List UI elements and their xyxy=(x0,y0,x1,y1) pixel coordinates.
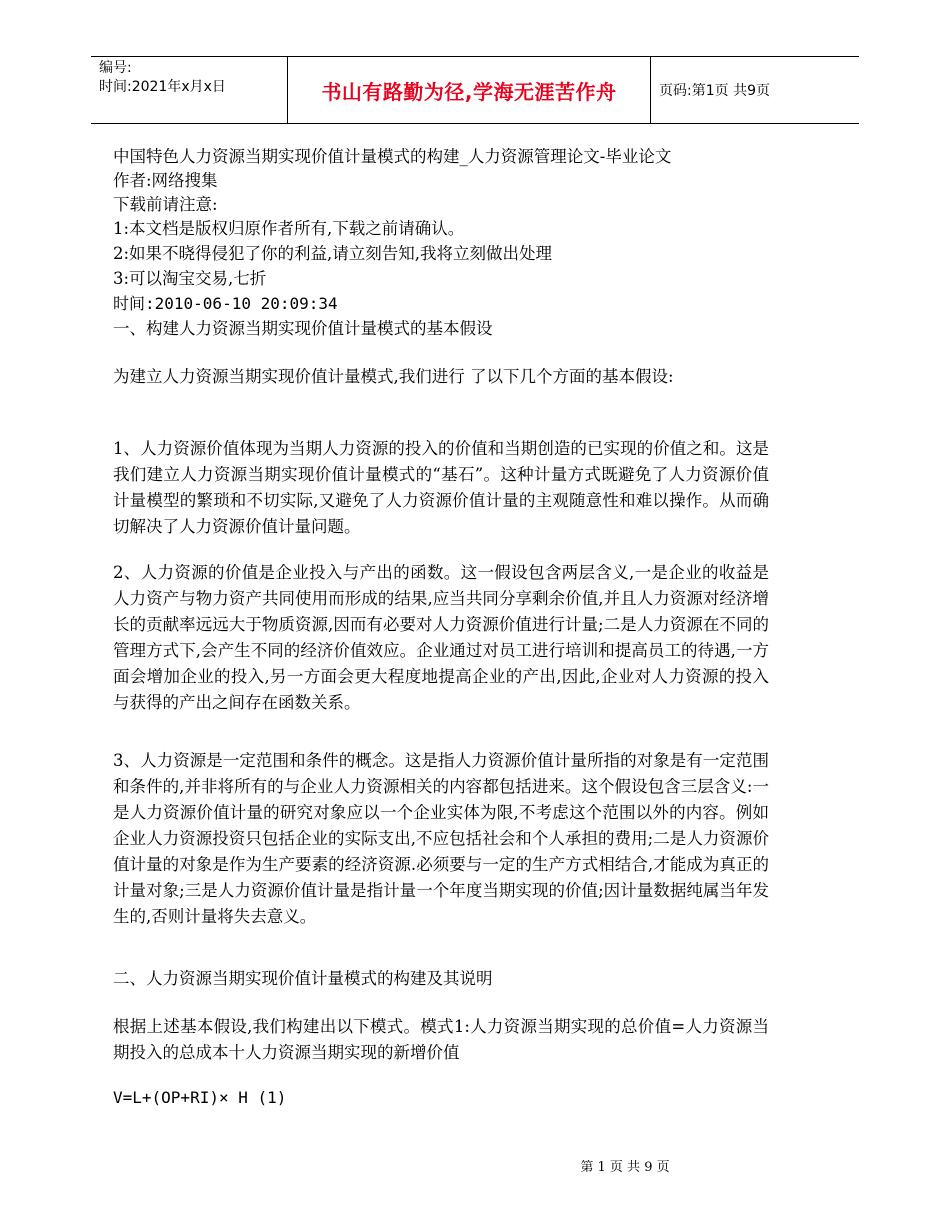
author-line: 作者:网络搜集 xyxy=(113,171,218,190)
paragraph-assumption-3: 3、人力资源是一定范围和条件的概念。这是指人力资源价值计量所指的对象是有一定范围和条件的,并非将所有的与企业人力资源相关的内容都包括进来。这个假设包含三层含义:一是人力资源价值计量的研究对象应以一个企业实体为限,不考虑这个范围以外的内容。例如企业人力资源投资只包括企业的实际支出,不应包括社会和个人承担的费用;二是人力资源价值计量的对象是作为生产要素的经济资源.必须要与一定的生产方式相结合,才能成为真正的计量对象;三是人力资源价值计量是指计量一个年度当期实现的价值;因计量数据纯属当年发生的,否则计量将失去意义。 xyxy=(113,751,769,926)
notice-heading: 下载前请注意: xyxy=(113,195,218,214)
notice-item-2: 2:如果不晓得侵犯了你的利益,请立刻告知,我将立刻做出处理 xyxy=(113,244,553,263)
header-meta xyxy=(91,57,287,123)
publish-time: 时间:2010-06-10 20:09:34 xyxy=(113,294,338,313)
page-footer: 第 1 页 共 9 页 xyxy=(580,1160,670,1175)
header-table xyxy=(91,56,859,124)
document-time-label: 时间:2021年x月x日 xyxy=(99,79,226,95)
document-title: 中国特色人力资源当期实现价值计量模式的构建_人力资源管理论文-毕业论文 xyxy=(113,147,672,166)
header-page-info: 页码:第1页 共9页 xyxy=(659,83,770,99)
paragraph-assumption-1: 1、人力资源价值体现为当期人力资源的投入的价值和当期创造的已实现的价值之和。这是我们建立人力资源当期实现价值计量模式的“基石”。这种计量方式既避免了人力资源价值计量模型的繁琐和不切实际,又避免了人力资源价值计量的主观随意性和难以操作。从而确切解决了人力资源价值计量问题。 xyxy=(113,439,769,536)
paragraph-assumption-2: 2、人力资源的价值是企业投入与产出的函数。这一假设包含两层含义,一是企业的收益是人力资产与物力资产共同使用而形成的结果,应当共同分享剩余价值,并且人力资源对经济增长的贡献率远远大于物质资源,因而有必要对人力资源价值进行计量;二是人力资源在不同的管理方式下,会产生不同的经济价值效应。企业通过对员工进行培训和提高员工的待遇,一方面会增加企业的投入,另一方面会更大程度地提高企业的产出,因此,企业对人力资源的投入与获得的产出之间存在函数关系。 xyxy=(113,563,769,712)
paragraph-model: 根据上述基本假设,我们构建出以下模式。模式1:人力资源当期实现的总价值=人力资源当期投入的总成本十人力资源当期实现的新增价值 xyxy=(113,1017,769,1062)
header-motto: 书山有路勤为径,学海无涯苦作舟 xyxy=(287,57,651,123)
paragraph-intro: 为建立人力资源当期实现价值计量模式,我们进行 了以下几个方面的基本假设: xyxy=(113,367,674,386)
document-number-label: 编号: xyxy=(99,60,132,76)
formula: V=L+(OP+RI)× H (1) xyxy=(113,1088,287,1107)
section-heading-2: 二、人力资源当期实现价值计量模式的构建及其说明 xyxy=(113,969,493,988)
section-heading-1: 一、构建人力资源当期实现价值计量模式的基本假设 xyxy=(113,319,493,338)
notice-item-3: 3:可以淘宝交易,七折 xyxy=(113,269,267,288)
notice-item-1: 1:本文档是版权归原作者所有,下载之前请确认。 xyxy=(113,219,465,238)
